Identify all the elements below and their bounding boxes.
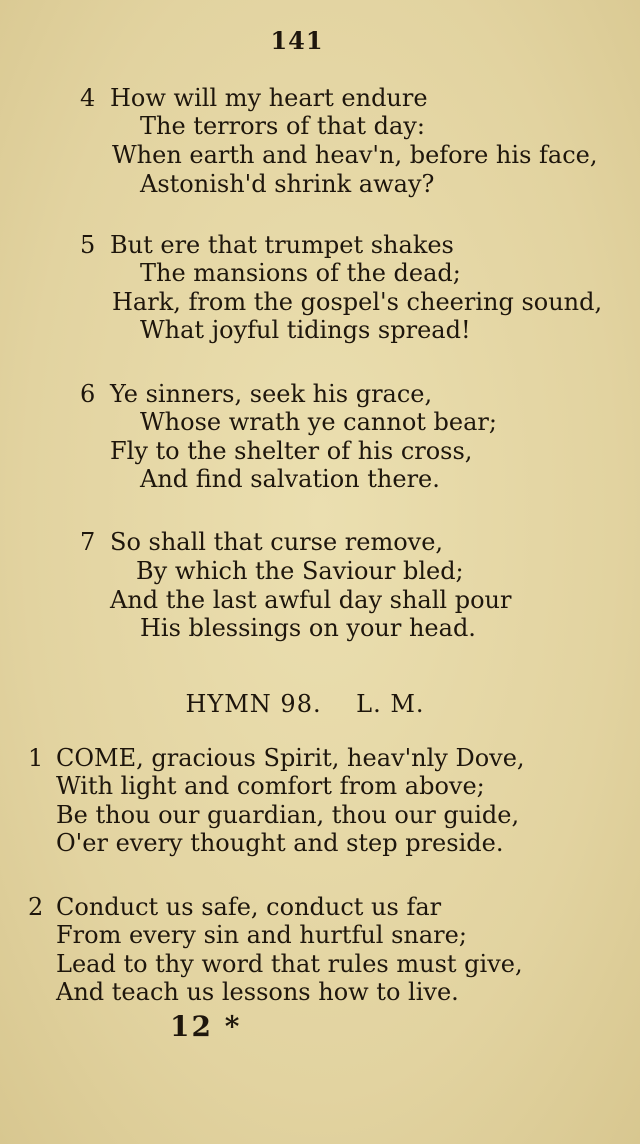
verse-line: So shall that curse remove, [110, 528, 444, 556]
page-number: 141 [270, 26, 324, 55]
signature-mark: 12 * [170, 1010, 242, 1043]
stanza-number: 4 [80, 84, 96, 112]
verse-line: With light and comfort from above; [56, 772, 485, 800]
verse-line: Conduct us safe, conduct us far [56, 893, 442, 921]
verse-line: How will my heart endure [110, 84, 428, 112]
verse-line: What joyful tidings spread! [140, 316, 471, 344]
stanza-number: 7 [80, 528, 96, 556]
verse-line: Ye sinners, seek his grace, [110, 380, 433, 408]
verse-line: And find salvation there. [140, 465, 440, 493]
verse-line: Lead to thy word that rules must give, [56, 950, 523, 978]
verse-line: By which the Saviour bled; [136, 557, 464, 585]
verse-line: COME, gracious Spirit, heav'nly Dove, [56, 744, 525, 772]
verse-line: And the last awful day shall pour [110, 586, 512, 614]
verse-line: His blessings on your head. [140, 614, 476, 642]
verse-line: And teach us lessons how to live. [56, 978, 459, 1006]
verse-line: When earth and heav'n, before his face, [112, 141, 598, 169]
hymn-meter: L. M. [356, 690, 425, 718]
verse-line: From every sin and hurtful snare; [56, 921, 467, 949]
verse-line: Fly to the shelter of his cross, [110, 437, 473, 465]
stanza-number: 5 [80, 231, 96, 259]
verse-line: Astonish'd shrink away? [140, 170, 435, 198]
verse-line: But ere that trumpet shakes [110, 231, 454, 259]
verse-line: The mansions of the dead; [140, 259, 461, 287]
verse-line: The terrors of that day: [140, 112, 425, 140]
hymn-title [0, 690, 610, 718]
stanza-number: 2 [28, 893, 44, 921]
verse-line: Whose wrath ye cannot bear; [140, 408, 497, 436]
stanza-number: 6 [80, 380, 96, 408]
verse-line: Hark, from the gospel's cheering sound, [112, 288, 603, 316]
stanza-number: 1 [28, 744, 44, 772]
hymn-number: HYMN 98. [185, 690, 322, 718]
verse-line: Be thou our guardian, thou our guide, [56, 801, 520, 829]
verse-line: O'er every thought and step preside. [56, 829, 504, 857]
